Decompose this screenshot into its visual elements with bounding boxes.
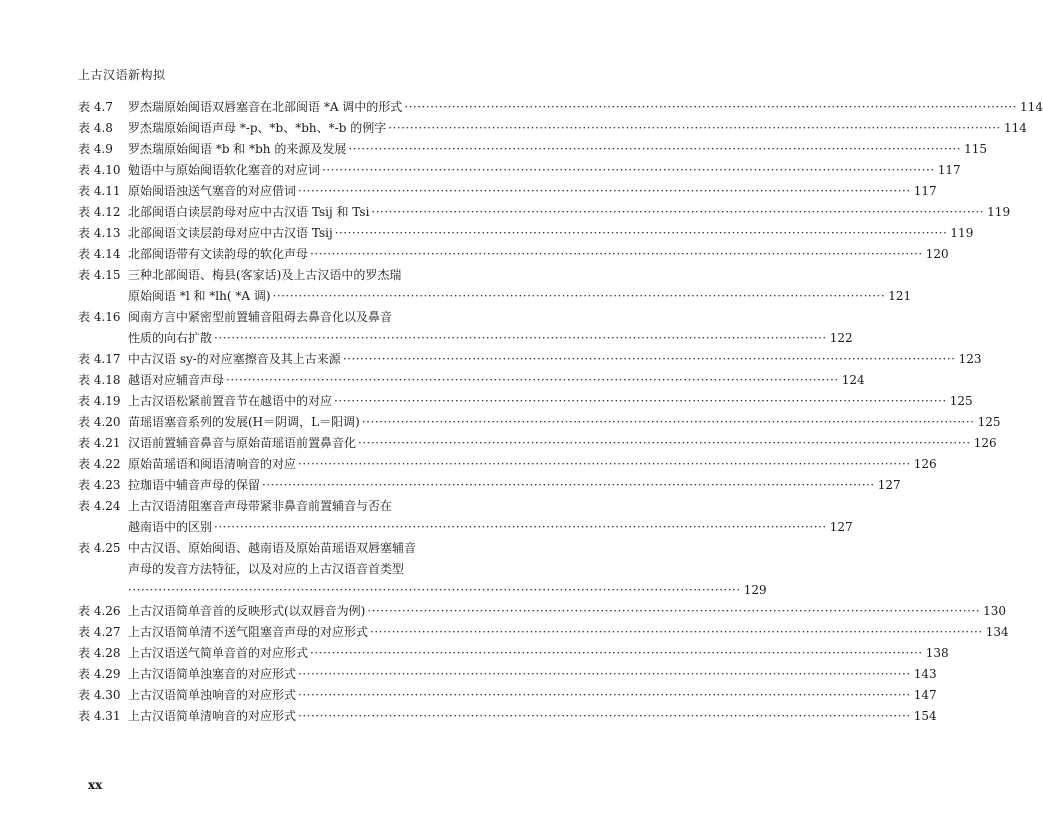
table-title-line: 上古汉语清阻塞音声母带紧非鼻音前置辅音与否在 [128, 499, 393, 513]
table-number: 表 4.18 [78, 373, 121, 387]
table-number: 表 4.22 [78, 457, 121, 471]
table-title-line: 原始闽语 *l 和 *lh( *A 调) [128, 289, 271, 303]
dot-leader [348, 139, 961, 160]
table-title-line: 声母的发音方法特征，以及对应的上古汉语音首类型 [128, 562, 405, 576]
toc-entry[interactable] [78, 391, 973, 412]
dot-leader [334, 391, 947, 412]
toc-entry-body [128, 139, 988, 160]
toc-entry-body [128, 349, 982, 370]
table-title-line: 罗杰瑞原始闽语声母 *-p、*b、*bh、*-b 的例字 [128, 121, 387, 135]
table-number: 表 4.7 [78, 100, 113, 114]
toc-last-line [128, 370, 865, 391]
table-title-line: 上古汉语简单浊响音的对应形式 [128, 688, 297, 702]
page-reference[interactable]: 117 [913, 184, 937, 198]
table-number: 表 4.24 [78, 499, 121, 513]
dot-leader [371, 202, 984, 223]
toc-entry-body [128, 160, 961, 181]
toc-entry-body [128, 496, 853, 538]
dot-leader [298, 706, 911, 727]
toc-last-line [128, 580, 767, 601]
table-number: 表 4.11 [78, 184, 121, 198]
toc-last-line [128, 664, 937, 685]
toc-entry[interactable] [78, 244, 949, 265]
page-reference[interactable]: 120 [925, 247, 949, 261]
toc-entry-body [128, 97, 1043, 118]
toc-entry-body [128, 118, 1027, 139]
toc-entry[interactable] [78, 202, 1011, 223]
toc-last-line [128, 286, 912, 307]
toc-entry[interactable] [78, 97, 1043, 118]
toc-last-line [128, 622, 1009, 643]
table-number: 表 4.14 [78, 247, 121, 261]
table-title-line: 北部闽语文读层韵母对应中古汉语 Tsij [128, 226, 333, 240]
table-title-line: 上古汉语送气简单音首的对应形式 [128, 646, 309, 660]
toc-entry-body [128, 202, 1011, 223]
toc-entry-body [128, 538, 767, 601]
toc-last-line [128, 433, 997, 454]
table-number: 表 4.9 [78, 142, 113, 156]
page-reference[interactable]: 121 [888, 289, 912, 303]
table-title-line: 越南语中的区别 [128, 520, 213, 534]
table-title-line: 中古汉语 sy-的对应塞擦音及其上古来源 [128, 352, 341, 366]
dot-leader [367, 601, 980, 622]
toc-entry[interactable] [78, 496, 853, 538]
toc-entry[interactable] [78, 622, 1009, 643]
table-title-line: 拉珈语中辅音声母的保留 [128, 478, 261, 492]
table-title-line: 中古汉语、原始闽语、越南语及原始苗瑶语双唇塞辅音 [128, 541, 417, 555]
dot-leader [226, 370, 839, 391]
dot-leader [388, 118, 1001, 139]
toc-entry-body [128, 370, 865, 391]
page-reference[interactable]: 138 [925, 646, 949, 660]
dot-leader [298, 664, 911, 685]
toc-last-line [128, 118, 1027, 139]
toc-last-line [128, 601, 1007, 622]
dot-leader [298, 454, 911, 475]
dot-leader [273, 286, 886, 307]
dot-leader [343, 349, 956, 370]
dot-leader [404, 97, 1017, 118]
dot-leader [358, 433, 971, 454]
page-reference[interactable]: 114 [1020, 100, 1043, 114]
toc-entry-body [128, 601, 1007, 622]
table-number: 表 4.17 [78, 352, 121, 366]
table-number: 表 4.20 [78, 415, 121, 429]
toc-last-line [128, 202, 1011, 223]
page-number: xx [88, 778, 103, 792]
table-title-line: 勉语中与原始闽语软化塞音的对应词 [128, 163, 321, 177]
page-reference[interactable]: 114 [1003, 121, 1027, 135]
dot-leader [310, 244, 923, 265]
page-reference[interactable]: 125 [949, 394, 973, 408]
toc-last-line [128, 160, 961, 181]
running-head: 上古汉语新构拟 [78, 68, 166, 82]
table-number: 表 4.28 [78, 646, 121, 660]
page-reference[interactable]: 126 [913, 457, 937, 471]
table-number: 表 4.31 [78, 709, 121, 723]
table-number: 表 4.27 [78, 625, 121, 639]
table-number: 表 4.8 [78, 121, 113, 135]
table-title-line: 闽南方言中紧密型前置辅音阻碍去鼻音化以及鼻音 [128, 310, 393, 324]
toc-entry[interactable] [78, 685, 937, 706]
page-reference[interactable]: 127 [877, 478, 901, 492]
table-title-line: 原始苗瑶语和闽语清响音的对应 [128, 457, 297, 471]
toc-entry[interactable] [78, 706, 937, 727]
toc-entry[interactable] [78, 223, 974, 244]
toc-entry[interactable] [78, 538, 767, 601]
toc-entry-body [128, 307, 853, 349]
toc-entry-body [128, 244, 949, 265]
table-number: 表 4.13 [78, 226, 121, 240]
page-reference[interactable]: 130 [983, 604, 1007, 618]
toc-entry[interactable] [78, 412, 1001, 433]
toc-last-line [128, 475, 901, 496]
toc-entry-body [128, 454, 937, 475]
dot-leader [298, 685, 911, 706]
table-number: 表 4.21 [78, 436, 121, 450]
toc-entry[interactable] [78, 601, 1007, 622]
toc-last-line [128, 139, 988, 160]
page-reference[interactable]: 147 [913, 688, 937, 702]
toc-entry-body [128, 643, 949, 664]
table-number: 表 4.19 [78, 394, 121, 408]
dot-leader [214, 517, 827, 538]
toc-entry-body [128, 475, 901, 496]
table-number: 表 4.15 [78, 268, 121, 282]
toc-entry-body [128, 664, 937, 685]
table-number: 表 4.23 [78, 478, 121, 492]
page-reference[interactable]: 117 [937, 163, 961, 177]
toc-last-line [128, 517, 853, 538]
toc-last-line [128, 391, 973, 412]
toc-last-line [128, 328, 853, 349]
table-number: 表 4.29 [78, 667, 121, 681]
toc-last-line [128, 412, 1001, 433]
table-title-line: 北部闽语白读层韵母对应中古汉语 Tsij 和 Tsi [128, 205, 370, 219]
toc-entry-body [128, 433, 997, 454]
page-reference[interactable]: 124 [841, 373, 865, 387]
table-title-line: 上古汉语松紧前置音节在越语中的对应 [128, 394, 333, 408]
table-number: 表 4.26 [78, 604, 121, 618]
dot-leader [128, 580, 741, 601]
toc-entry-body [128, 181, 937, 202]
table-number: 表 4.16 [78, 310, 121, 324]
toc-last-line [128, 349, 982, 370]
table-title-line: 越语对应辅音声母 [128, 373, 225, 387]
dot-leader [298, 181, 911, 202]
page-reference[interactable]: 126 [973, 436, 997, 450]
toc-entry[interactable] [78, 265, 912, 307]
table-title-line: 三种北部闽语、梅县(客家话)及上古汉语中的罗杰瑞 [128, 268, 402, 282]
toc-entry-body [128, 685, 937, 706]
toc-entry[interactable] [78, 664, 937, 685]
table-title-line: 罗杰瑞原始闽语双唇塞音在北部闽语 *A 调中的形式 [128, 100, 403, 114]
page-reference[interactable]: 125 [977, 415, 1001, 429]
toc-entry-body [128, 265, 912, 307]
toc-entry-body [128, 391, 973, 412]
page-reference[interactable]: 122 [829, 331, 853, 345]
table-title-line: 上古汉语简单浊塞音的对应形式 [128, 667, 297, 681]
dot-leader [322, 160, 935, 181]
toc-last-line [128, 685, 937, 706]
page-reference[interactable]: 134 [985, 625, 1009, 639]
table-title-line: 性质的向右扩散 [128, 331, 213, 345]
toc-entry-body [128, 223, 974, 244]
page-reference[interactable]: 143 [913, 667, 937, 681]
table-title-line: 上古汉语简单清响音的对应形式 [128, 709, 297, 723]
toc-last-line [128, 223, 974, 244]
toc-entry-body [128, 622, 1009, 643]
toc-entry[interactable] [78, 307, 853, 349]
toc-last-line [128, 97, 1043, 118]
toc-entry-body [128, 412, 1001, 433]
toc-entry[interactable] [78, 643, 949, 664]
toc-entry[interactable] [78, 139, 988, 160]
dot-leader [214, 328, 827, 349]
table-number: 表 4.10 [78, 163, 121, 177]
table-number: 表 4.25 [78, 541, 121, 555]
table-title-line: 北部闽语带有文读韵母的软化声母 [128, 247, 309, 261]
toc-entry[interactable] [78, 433, 997, 454]
table-number: 表 4.30 [78, 688, 121, 702]
page-reference[interactable]: 115 [964, 142, 988, 156]
dot-leader [310, 643, 923, 664]
page-reference[interactable]: 154 [913, 709, 937, 723]
toc-entry[interactable] [78, 160, 961, 181]
toc-entry[interactable] [78, 454, 937, 475]
page-reference[interactable]: 119 [987, 205, 1011, 219]
table-title-line: 罗杰瑞原始闽语 *b 和 *bh 的来源及发展 [128, 142, 347, 156]
dot-leader [335, 223, 948, 244]
dot-leader [370, 622, 983, 643]
toc-last-line [128, 643, 949, 664]
toc-last-line [128, 244, 949, 265]
page-reference[interactable]: 127 [829, 520, 853, 534]
toc-entry[interactable] [78, 370, 865, 391]
page-reference[interactable]: 123 [958, 352, 982, 366]
table-title-line: 上古汉语简单音首的反映形式(以双唇音为例) [128, 604, 366, 618]
dot-leader [362, 412, 975, 433]
table-title-line: 上古汉语简单清不送气阻塞音声母的对应形式 [128, 625, 369, 639]
table-number: 表 4.12 [78, 205, 121, 219]
toc-entry[interactable] [78, 118, 1027, 139]
toc-entry[interactable] [78, 181, 937, 202]
toc-entry-body [128, 706, 937, 727]
toc-entry[interactable] [78, 475, 901, 496]
table-title-line: 原始闽语浊送气塞音的对应借词 [128, 184, 297, 198]
table-title-line: 苗瑶语塞音系列的发展(H＝阴调，L＝阳调) [128, 415, 360, 429]
toc-last-line [128, 706, 937, 727]
toc-entry[interactable] [78, 349, 982, 370]
dot-leader [262, 475, 875, 496]
table-list [78, 97, 1043, 727]
table-title-line: 汉语前置辅音鼻音与原始苗瑶语前置鼻音化 [128, 436, 357, 450]
page-reference[interactable]: 129 [743, 583, 767, 597]
toc-last-line [128, 181, 937, 202]
page-reference[interactable]: 119 [950, 226, 974, 240]
toc-last-line [128, 454, 937, 475]
